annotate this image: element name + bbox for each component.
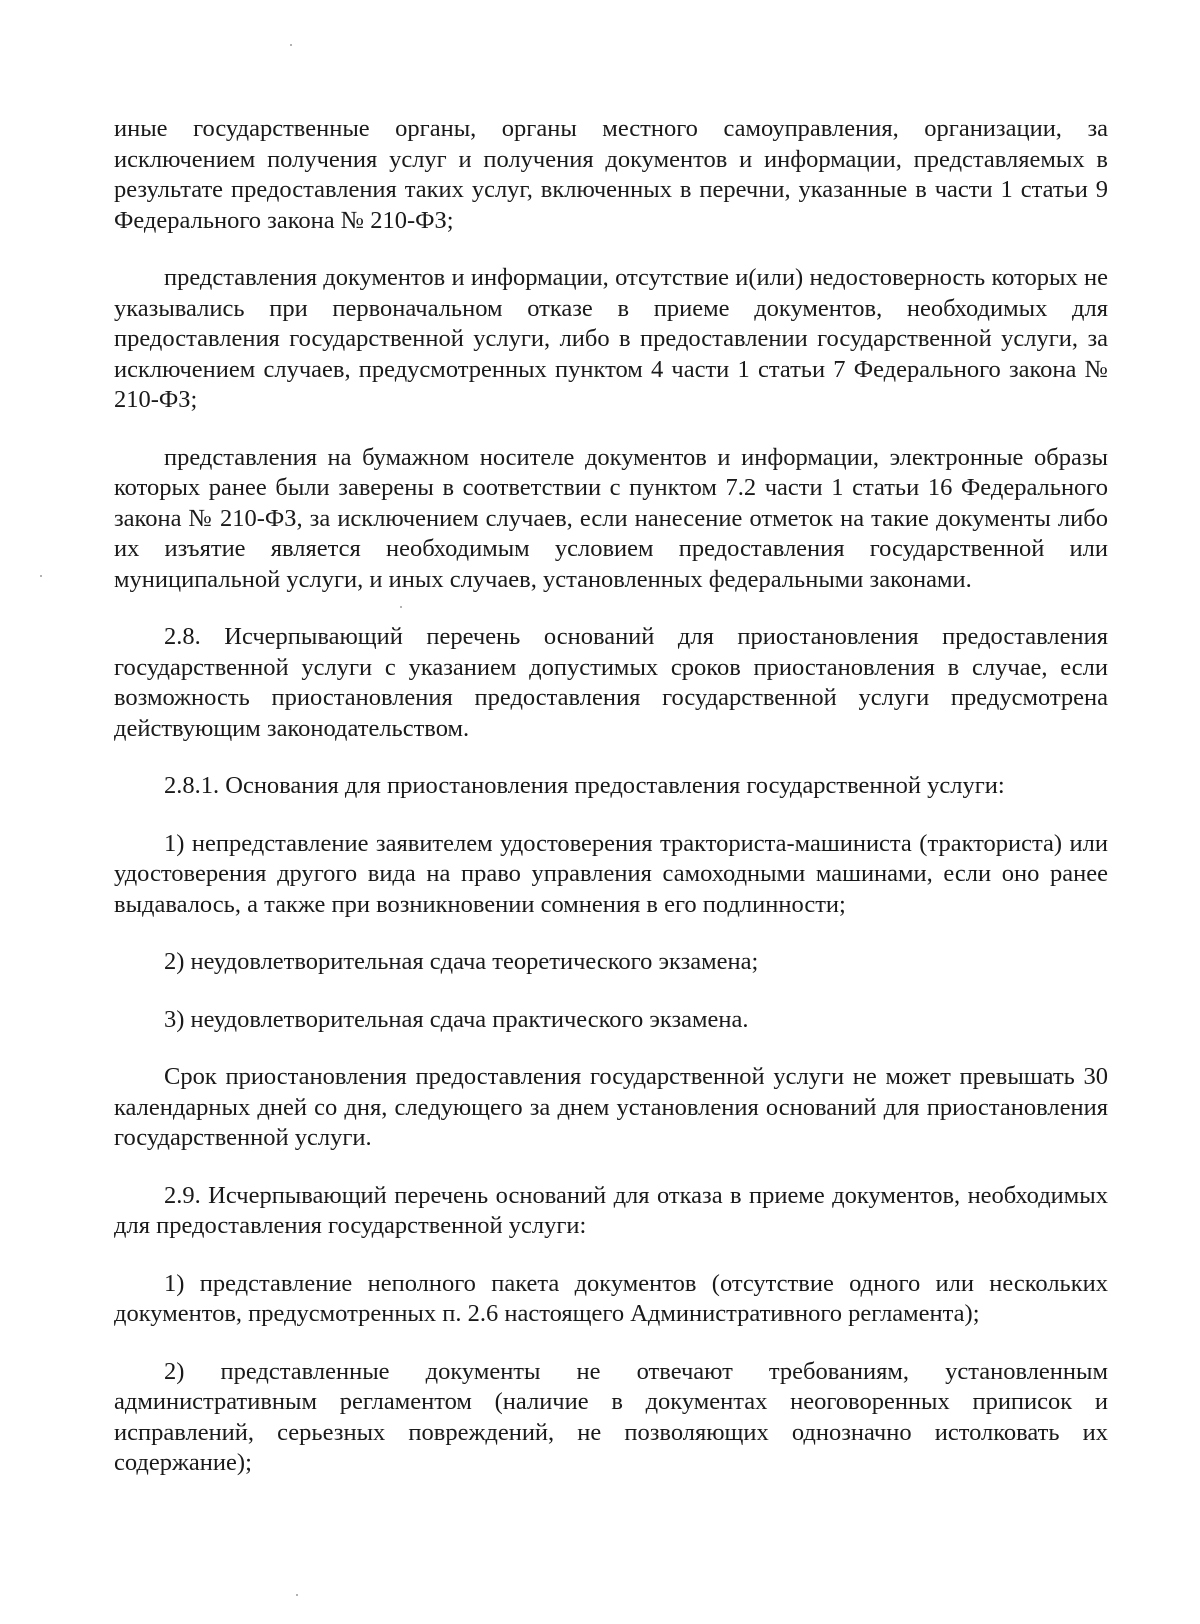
document-body [114, 114, 1108, 1506]
paragraph-continuation: иные государственные органы, органы местного самоуправления, организации, за исключением получения услуг и получения документов и информации, представляемых в результате предоставления таких услуг, включенных в перечни, указанные в части 1 статьи 9 Федерального закона № 210-ФЗ; [114, 115, 1108, 234]
list-item-2-9-1: 1) представление неполного пакета документов (отсутствие одного или нескольких документов, предусмотренных п. 2.6 настоящего Административного регламента); [114, 1269, 1108, 1327]
paragraph-paper-documents: представления на бумажном носителе документов и информации, электронные образы которых ранее были заверены в соответствии с пунктом 7.2 части 1 статьи 16 Федерального закона № 210-ФЗ, за исключением случаев, если нанесение отметок на такие документы либо их изъятие является необходимым условием предоставления государственной или муниципальной услуги, и иных случаев, установленных федеральными законами. [114, 443, 1108, 593]
scan-speck [296, 1594, 298, 1596]
paragraph-2-8: 2.8. Исчерпывающий перечень оснований для приостановления предоставления государственной услуги с указанием допустимых сроков приостановления в случае, если возможность приостановления предоставления государственной услуги предусмотрена действующим законодательством. [114, 623, 1108, 742]
list-item-2-8-1-2: 2) неудовлетворительная сдача теоретического экзамена; [164, 948, 759, 975]
paragraph-2-8-1: 2.8.1. Основания для приостановления предоставления государственной услуги: [164, 772, 1005, 799]
paragraph-suspension-term: Срок приостановления предоставления государственной услуги не может превышать 30 календарных дней со дня, следующего за днем установления оснований для приостановления государственной услуги. [114, 1063, 1108, 1151]
list-item-2-8-1-1: 1) непредставление заявителем удостоверения тракториста-машиниста (тракториста) или удостоверения другого вида на право управления самоходными машинами, если оно ранее выдавалось, а также при возникновении сомнения в его подлинности; [114, 829, 1108, 918]
scan-speck [290, 44, 292, 46]
paragraph-documents-info: представления документов и информации, отсутствие и(или) недостоверность которых не указывались при первоначальном отказе в приеме документов, необходимых для предоставления государственной услуги, либо в предоставлении государственной услуги, за исключением случаев, предусмотренных пунктом 4 части 1 статьи 7 Федерального закона № 210-ФЗ; [114, 264, 1108, 413]
list-item-2-8-1-3: 3) неудовлетворительная сдача практического экзамена. [164, 1005, 749, 1033]
scan-speck [40, 575, 42, 577]
list-item-2-9-2: 2) представленные документы не отвечают требованиям, установленным административным регламентом (наличие в документах неоговоренных приписок и исправлений, серьезных повреждений, не позволяющих однозначно истолковать их содержание); [114, 1357, 1108, 1476]
paragraph-2-9: 2.9. Исчерпывающий перечень оснований для отказа в приеме документов, необходимых для предоставления государственной услуги: [114, 1181, 1108, 1239]
